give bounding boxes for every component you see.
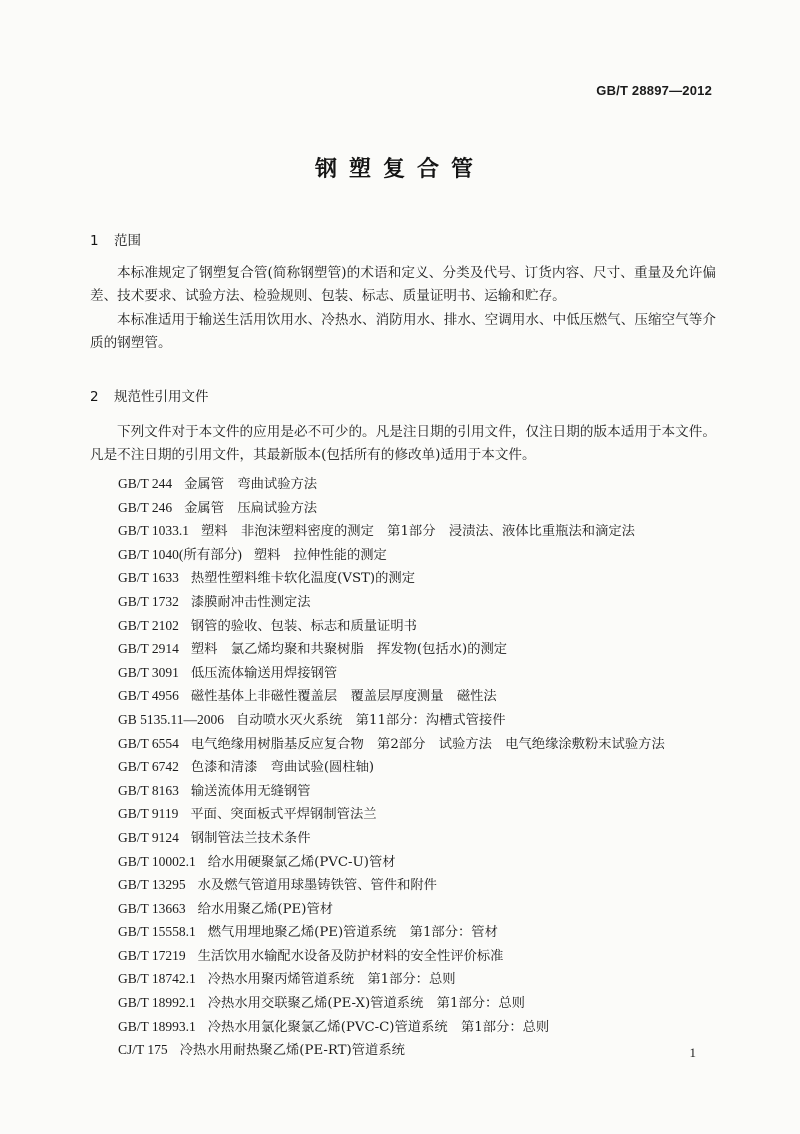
reference-title: 电气绝缘用树脂基反应复合物 第2部分 试验方法 电气绝缘涂敷粉末试验方法 <box>190 736 665 752</box>
reference-code: GB/T 2914 <box>118 641 179 657</box>
section-2-title: 规范性引用文件 <box>114 389 209 405</box>
reference-code: GB/T 3091 <box>118 664 179 680</box>
reference-item <box>118 566 718 590</box>
reference-title: 冷热水用耐热聚乙烯(PE-RT)管道系统 <box>179 1043 405 1059</box>
reference-code: GB/T 2102 <box>118 617 179 633</box>
reference-title: 给水用聚乙烯(PE)管材 <box>197 901 334 917</box>
reference-title: 色漆和清漆 弯曲试验(圆柱轴) <box>190 760 375 776</box>
reference-code: GB/T 246 <box>118 499 173 515</box>
reference-item <box>118 920 718 944</box>
reference-title: 冷热水用聚丙烯管道系统 第1部分：总则 <box>207 972 456 988</box>
reference-code: GB/T 13295 <box>118 877 186 893</box>
section-2-heading <box>90 385 209 405</box>
reference-code: GB/T 18992.1 <box>118 995 196 1011</box>
reference-item <box>118 944 718 968</box>
reference-code: GB/T 1040(所有部分) <box>118 546 242 562</box>
reference-code: GB/T 15558.1 <box>118 924 196 940</box>
reference-title: 冷热水用交联聚乙烯(PE-X)管道系统 第1部分：总则 <box>207 996 525 1012</box>
reference-item <box>118 991 718 1015</box>
reference-code: GB/T 9124 <box>118 829 179 845</box>
reference-code: GB/T 9119 <box>118 806 179 822</box>
reference-title: 漆膜耐冲击性测定法 <box>190 594 311 610</box>
reference-title: 钢制管法兰技术条件 <box>190 830 311 846</box>
reference-code: GB/T 10002.1 <box>118 853 196 869</box>
standard-number: GB/T 28897—2012 <box>596 83 712 98</box>
reference-item <box>118 590 718 614</box>
reference-code: GB/T 1033.1 <box>118 523 190 539</box>
reference-title: 平面、突面板式平焊钢制管法兰 <box>190 807 377 823</box>
reference-item <box>118 496 718 520</box>
reference-item <box>118 826 718 850</box>
section-1-number: 1 <box>90 233 99 249</box>
reference-code: GB/T 6554 <box>118 735 179 751</box>
reference-item <box>118 543 718 567</box>
reference-title: 钢管的验收、包装、标志和质量证明书 <box>190 618 417 634</box>
reference-title: 塑料 拉伸性能的测定 <box>253 547 387 563</box>
reference-item <box>118 967 718 991</box>
reference-code: CJ/T 175 <box>118 1042 168 1058</box>
reference-title: 冷热水用氯化聚氯乙烯(PVC-C)管道系统 第1部分：总则 <box>207 1019 550 1035</box>
reference-code: GB 5135.11—2006 <box>118 711 225 727</box>
reference-title: 金属管 弯曲试验方法 <box>184 477 318 492</box>
section-1-paragraph-1: 本标准规定了钢塑复合管(简称钢塑管)的术语和定义、分类及代号、订货内容、尺寸、重量及允许偏差、技术要求、试验方法、检验规则、包装、标志、质量证明书、运输和贮存。 <box>90 265 716 304</box>
reference-code: GB/T 18742.1 <box>118 971 196 987</box>
reference-title: 塑料 非泡沫塑料密度的测定 第1部分 浸渍法、液体比重瓶法和滴定法 <box>201 524 635 540</box>
reference-title: 金属管 压扁试验方法 <box>184 500 318 516</box>
reference-code: GB/T 1633 <box>118 570 179 586</box>
reference-item <box>118 637 718 661</box>
reference-title: 给水用硬聚氯乙烯(PVC-U)管材 <box>207 854 396 870</box>
reference-item <box>118 755 718 779</box>
reference-title: 磁性基体上非磁性覆盖层 覆盖层厚度测量 磁性法 <box>190 689 497 705</box>
reference-code: GB/T 4956 <box>118 688 179 704</box>
page-number: 1 <box>689 1045 696 1060</box>
reference-title: 塑料 氯乙烯均聚和共聚树脂 挥发物(包括水)的测定 <box>190 642 508 658</box>
reference-code: GB/T 244 <box>118 476 173 491</box>
reference-title: 燃气用埋地聚乙烯(PE)管道系统 第1部分：管材 <box>207 925 498 941</box>
reference-item <box>118 472 718 496</box>
reference-code: GB/T 18993.1 <box>118 1018 196 1034</box>
reference-item <box>118 732 718 756</box>
reference-item <box>118 661 718 685</box>
reference-list <box>118 472 718 1062</box>
reference-item <box>118 1015 718 1039</box>
reference-title: 热塑性塑料维卡软化温度(VST)的测定 <box>190 571 416 587</box>
section-2-intro: 下列文件对于本文件的应用是必不可少的。凡是注日期的引用文件，仅注日期的版本适用于本文件。凡是不注日期的引用文件，其最新版本(包括所有的修改单)适用于本文件。 <box>90 424 716 463</box>
reference-item <box>118 708 718 732</box>
reference-item <box>118 1038 718 1062</box>
reference-item <box>118 802 718 826</box>
section-1-title: 范围 <box>114 233 141 249</box>
reference-item <box>118 519 718 543</box>
reference-code: GB/T 1732 <box>118 593 179 609</box>
reference-item <box>118 684 718 708</box>
reference-item <box>118 897 718 921</box>
reference-code: GB/T 6742 <box>118 759 179 775</box>
reference-code: GB/T 17219 <box>118 947 186 963</box>
reference-item <box>118 614 718 638</box>
reference-code: GB/T 8163 <box>118 782 179 798</box>
section-2-number: 2 <box>90 389 99 405</box>
reference-item <box>118 850 718 874</box>
reference-title: 输送流体用无缝钢管 <box>190 783 311 799</box>
document-title: 钢塑复合管 <box>314 157 485 182</box>
section-1-heading <box>90 229 141 249</box>
reference-code: GB/T 13663 <box>118 900 186 916</box>
reference-title: 水及燃气管道用球墨铸铁管、管件和附件 <box>197 878 437 894</box>
reference-item <box>118 873 718 897</box>
section-1-paragraph-2: 本标准适用于输送生活用饮用水、冷热水、消防用水、排水、空调用水、中低压燃气、压缩空气等介质的钢塑管。 <box>90 312 716 351</box>
reference-title: 生活饮用水输配水设备及防护材料的安全性评价标准 <box>197 948 504 964</box>
reference-item <box>118 779 718 803</box>
reference-title: 低压流体输送用焊接钢管 <box>190 665 338 681</box>
reference-title: 自动喷水灭火系统 第11部分：沟槽式管接件 <box>236 712 506 728</box>
